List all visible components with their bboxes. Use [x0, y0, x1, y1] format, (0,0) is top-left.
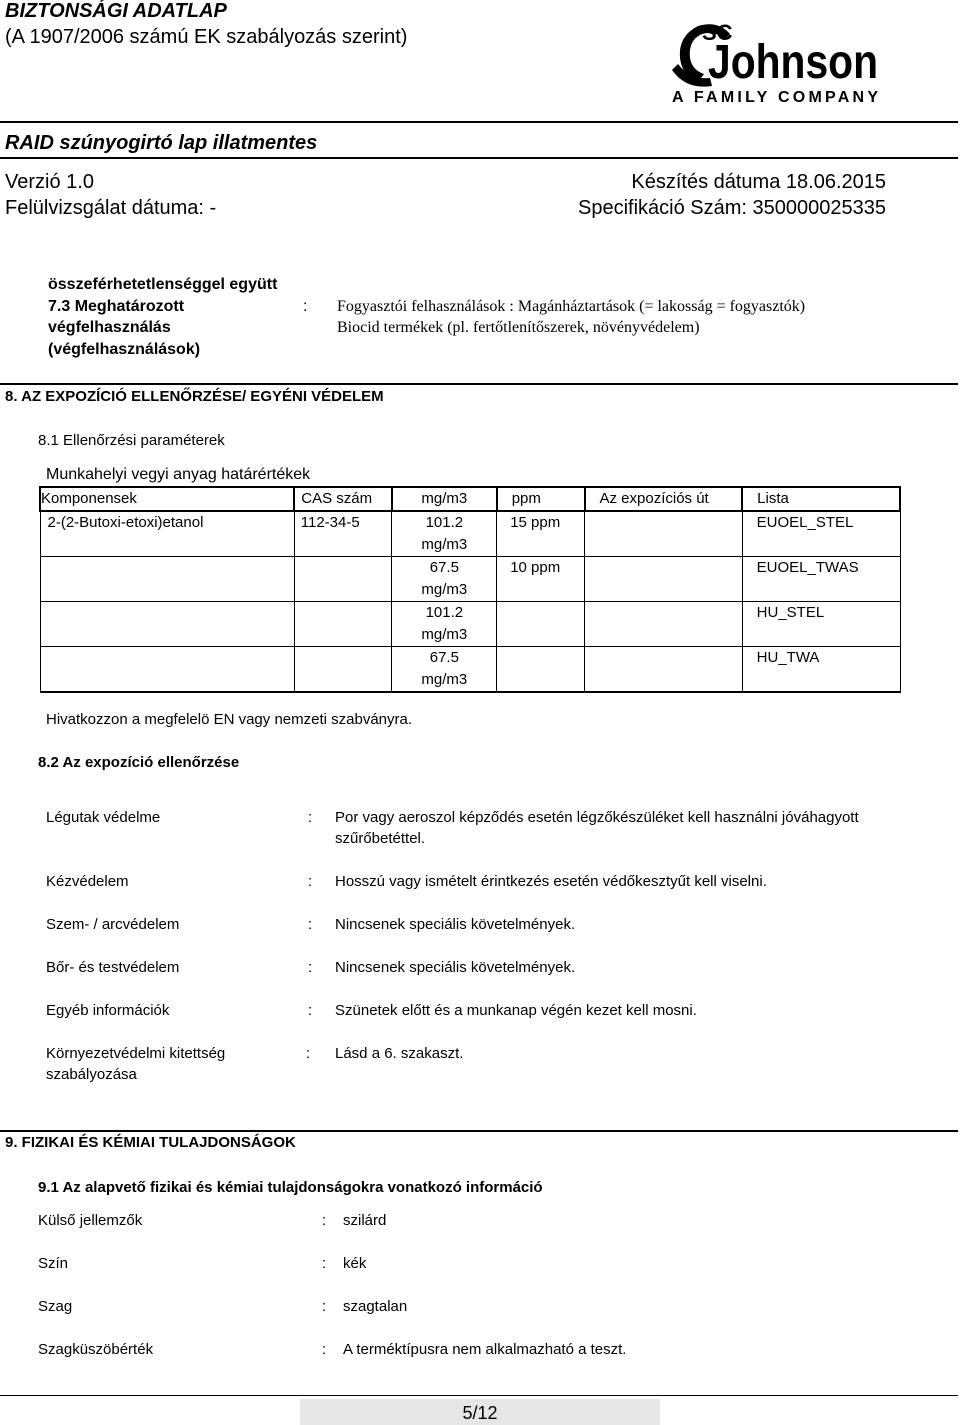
regulation-reference: (A 1907/2006 számú EK szabályozás szerint) — [5, 26, 408, 48]
section-8-2-title: 8.2 Az expozíció ellenőrzése — [38, 754, 240, 771]
cell-component — [40, 647, 294, 693]
property-label: Szag — [38, 1298, 73, 1315]
logo-sc-text: SC — [702, 20, 733, 45]
sc-johnson-logo — [668, 8, 880, 106]
cell-mg: 67.5 mg/m3 — [392, 557, 497, 602]
incompatibility-tail: összeférhetetlenséggel együtt — [48, 276, 278, 293]
document-title: BIZTONSÁGI ADATLAP — [5, 0, 227, 22]
control-label: Egyéb információk — [46, 1002, 170, 1019]
control-value: Nincsenek speciális követelmények. — [335, 959, 576, 976]
logo-tagline: A FAMILY COMPANY — [672, 89, 878, 106]
cell-list: HU_TWA — [742, 647, 900, 693]
control-colon: : — [308, 959, 313, 976]
specification-number: Specifikáció Szám: 350000025335 — [578, 197, 886, 219]
revision-date: Felülvizsgálat dátuma: - — [5, 197, 217, 219]
cell-ppm — [497, 647, 585, 693]
control-label: Szem- / arcvédelem — [46, 916, 180, 933]
cell-cas: 112-34-5 — [294, 511, 392, 557]
control-colon: : — [306, 1045, 311, 1062]
header-rule — [0, 121, 958, 123]
control-value: Nincsenek speciális követelmények. — [335, 916, 576, 933]
section-8-title: 8. AZ EXPOZÍCIÓ ELLENŐRZÉSE/ EGYÉNI VÉDELEM — [5, 388, 384, 405]
control-label: Kézvédelem — [46, 873, 129, 890]
control-value-2: szűrőbetéttel. — [335, 830, 426, 847]
cell-cas — [294, 557, 392, 602]
cell-ppm — [497, 602, 585, 647]
section-9-title: 9. FIZIKAI ÉS KÉMIAI TULAJDONSÁGOK — [5, 1134, 296, 1151]
col-route: Az expozíciós út — [585, 487, 743, 511]
cell-mg: 67.5 mg/m3 — [392, 647, 497, 693]
col-list: Lista — [742, 487, 900, 511]
control-label: Légutak védelme — [46, 809, 161, 826]
cell-route — [585, 557, 743, 602]
cell-route — [585, 602, 743, 647]
control-colon: : — [308, 1002, 313, 1019]
cell-component: 2-(2-Butoxi-etoxi)etanol — [40, 511, 294, 557]
section-8-1-title: 8.1 Ellenőrzési paraméterek — [38, 432, 225, 449]
cell-cas — [294, 647, 392, 693]
cell-list: HU_STEL — [742, 602, 900, 647]
cell-route — [585, 647, 743, 693]
control-value: Lásd a 6. szakaszt. — [335, 1045, 464, 1062]
page-number: 5/12 — [462, 1403, 498, 1423]
control-colon: : — [308, 916, 313, 933]
cell-ppm: 15 ppm — [497, 511, 585, 557]
section-9-1-title: 9.1 Az alapvető fizikai és kémiai tulajdonságokra vonatkozó információ — [38, 1179, 543, 1196]
control-label-2: szabályozása — [46, 1066, 137, 1083]
table-row — [40, 602, 900, 647]
table-row — [40, 511, 900, 557]
table-row — [40, 647, 900, 693]
property-label: Szín — [38, 1255, 69, 1272]
control-label: Bőr- és testvédelem — [46, 959, 180, 976]
col-cas: CAS szám — [294, 487, 392, 511]
creation-date: Készítés dátuma 18.06.2015 — [631, 171, 886, 193]
col-mg: mg/m3 — [392, 487, 497, 511]
property-label: Külső jellemzők — [38, 1212, 143, 1229]
section-9-rule — [0, 1130, 958, 1132]
header-rule-2 — [0, 157, 958, 159]
product-name: RAID szúnyogirtó lap illatmentes — [5, 132, 318, 154]
table-header-row — [40, 487, 900, 511]
control-value: Szünetek előtt és a munkanap végén kezet kell mosni. — [335, 1002, 697, 1019]
end-use-value-2: Biocid termékek (pl. fertőtlenítőszerek, növényvédelem) — [337, 319, 700, 336]
table-row — [40, 557, 900, 602]
property-value: A terméktípusra nem alkalmazható a teszt. — [343, 1341, 627, 1358]
end-use-label-3: (végfelhasználások) — [48, 341, 201, 358]
cell-list: EUOEL_STEL — [742, 511, 900, 557]
property-colon: : — [322, 1298, 327, 1315]
end-use-label: 7.3 Meghatározott — [48, 298, 185, 315]
col-components: Komponensek — [40, 487, 294, 511]
cell-route — [585, 511, 743, 557]
logo-johnson-text: Johnson — [708, 36, 878, 89]
control-colon: : — [308, 873, 313, 890]
col-ppm: ppm — [497, 487, 585, 511]
property-label: Szagküszöbérték — [38, 1341, 154, 1358]
version: Verzió 1.0 — [5, 171, 94, 193]
property-colon: : — [322, 1255, 327, 1272]
end-use-colon: : — [303, 298, 308, 315]
cell-mg: 101.2 mg/m3 — [392, 602, 497, 647]
cell-list: EUOEL_TWAS — [742, 557, 900, 602]
property-colon: : — [322, 1341, 327, 1358]
end-use-value: Fogyasztói felhasználások : Magánháztartások (= lakosság = fogyasztók) — [337, 298, 806, 315]
control-value: Hosszú vagy ismételt érintkezés esetén védőkesztyűt kell viselni. — [335, 873, 767, 890]
control-label: Környezetvédelmi kitettség — [46, 1045, 226, 1062]
limits-table-caption: Munkahelyi vegyi anyag határértékek — [46, 466, 311, 483]
cell-ppm: 10 ppm — [497, 557, 585, 602]
property-value: szilárd — [343, 1212, 387, 1229]
cell-mg: 101.2 mg/m3 — [392, 511, 497, 557]
control-value: Por vagy aeroszol képződés esetén légzőkészüléket kell használni jóváhagyott — [335, 809, 859, 826]
section-8-rule — [0, 383, 958, 385]
footer-rule — [0, 1395, 958, 1396]
exposure-limits-table — [39, 486, 901, 693]
property-value: szagtalan — [343, 1298, 408, 1315]
property-colon: : — [322, 1212, 327, 1229]
end-use-label-2: végfelhasználás — [48, 319, 171, 336]
cell-cas — [294, 602, 392, 647]
property-value: kék — [343, 1255, 367, 1272]
control-colon: : — [308, 809, 313, 826]
reference-note: Hivatkozzon a megfelelö EN vagy nemzeti szabványra. — [46, 711, 413, 728]
cell-component — [40, 557, 294, 602]
cell-component — [40, 602, 294, 647]
